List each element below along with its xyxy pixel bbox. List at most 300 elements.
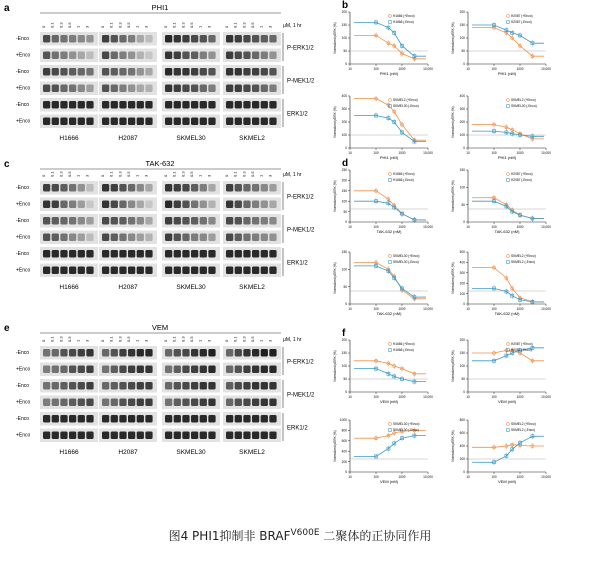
response-plot [333, 10, 433, 76]
y-tick-label: 400 [341, 94, 347, 99]
blot-band [165, 118, 172, 126]
x-tick-label: 1000 [398, 307, 406, 311]
blot-band [145, 382, 152, 390]
x-tick-label: 1000 [516, 307, 524, 311]
blot-band [43, 382, 50, 390]
blot-band [128, 35, 135, 43]
blot-band [243, 432, 250, 440]
blot-band [200, 35, 207, 43]
blot-band [252, 267, 259, 275]
unit-label: μM, 1 hr [283, 23, 302, 29]
blot-band [137, 101, 144, 109]
blot-band [226, 201, 233, 209]
concentration-label: 0 [100, 174, 105, 177]
protein-label: P-ERK1/2 [287, 45, 314, 52]
legend-marker [389, 261, 392, 264]
treatment-label: +Enco [16, 201, 31, 208]
blot-band [86, 52, 93, 60]
x-tick-label: 100 [491, 475, 497, 479]
blot-band [269, 234, 276, 242]
legend-label: H2087 (-Enco) [511, 348, 532, 353]
blot-band [145, 432, 152, 440]
blot-band [269, 35, 276, 43]
blot-band [191, 85, 198, 93]
blot-band [235, 399, 242, 407]
blot-band [145, 234, 152, 242]
blot-band [200, 217, 207, 225]
y-tick-label: 100 [459, 185, 465, 190]
blot-band [137, 366, 144, 374]
concentration-label: 0 [41, 25, 46, 28]
treatment-label: +Enco [16, 267, 31, 274]
y-tick-label: 0 [345, 220, 347, 225]
blot-band [208, 415, 215, 423]
blot-band [261, 399, 268, 407]
legend-label: H1666 (-Enco) [393, 20, 414, 25]
blot-band [102, 52, 109, 60]
blot-band [52, 349, 59, 357]
legend-marker [389, 423, 392, 426]
blot-band [226, 101, 233, 109]
y-tick-label: 150 [459, 23, 465, 28]
blot-band [52, 250, 59, 258]
blot-band [174, 432, 181, 440]
blot-band [200, 68, 207, 76]
blot-band [235, 68, 242, 76]
concentration-label: 0.3 [180, 171, 186, 177]
blot-band [208, 250, 215, 258]
blot-band [252, 415, 259, 423]
blot-band [200, 201, 207, 209]
y-tick-label: 150 [459, 168, 465, 173]
y-tick-label: 50 [343, 49, 347, 54]
concentration-label: 0 [224, 174, 229, 177]
blot-band [78, 432, 85, 440]
x-tick-label: 100 [491, 67, 497, 71]
blot-band [128, 85, 135, 93]
blot-band [102, 432, 109, 440]
blot-band [145, 201, 152, 209]
y-tick-label: 200 [341, 178, 347, 183]
blot-band [137, 399, 144, 407]
x-tick-label: 10 [466, 475, 470, 479]
blot-band [243, 349, 250, 357]
blot-band [43, 52, 50, 60]
blot-band [235, 250, 242, 258]
fit-curve [354, 436, 426, 457]
legend-marker [389, 255, 392, 258]
concentration-label: 0.3 [58, 171, 64, 177]
treatment-label: +Enco [16, 85, 31, 92]
y-tick-label: 250 [341, 168, 347, 173]
concentration-label: 0.1 [232, 22, 238, 28]
legend-label: SKMEL2 (+Enco) [511, 254, 536, 259]
blot-band [119, 68, 126, 76]
blot-band [182, 432, 189, 440]
fit-curve [472, 436, 544, 462]
blot-band [261, 35, 268, 43]
blot-band [235, 267, 242, 275]
concentration-label: 3 [267, 174, 273, 177]
fit-curve [354, 262, 426, 298]
blot-band [69, 399, 76, 407]
blot-panel-c [4, 159, 315, 291]
x-tick-label: 10 [348, 475, 352, 479]
blot-band [269, 382, 276, 390]
blot-band [60, 399, 67, 407]
x-tick-label: 10 [466, 395, 470, 399]
blot-band [200, 184, 207, 192]
cell-line-label: SKMEL30 [176, 135, 206, 142]
blot-band [165, 382, 172, 390]
figure-caption [0, 527, 600, 544]
y-tick-label: 0 [345, 146, 347, 151]
blot-band [119, 35, 126, 43]
x-tick-label: 1000 [516, 475, 524, 479]
concentration-label: 0.3 [58, 22, 64, 28]
blot-band [252, 399, 259, 407]
concentration-label: 0.1 [171, 336, 177, 342]
concentration-label: 0.5 [126, 22, 131, 28]
blot-band [128, 118, 135, 126]
y-tick-label: 150 [459, 351, 465, 356]
concentration-label: 0.3 [241, 22, 247, 28]
y-tick-label: 100 [459, 36, 465, 41]
blot-band [119, 217, 126, 225]
blot-band [243, 184, 250, 192]
blot-band [174, 217, 181, 225]
blot-band [86, 101, 93, 109]
legend-marker [389, 173, 392, 176]
x-tick-label: 1000 [516, 67, 524, 71]
blot-band [243, 234, 250, 242]
protein-label: P-ERK1/2 [287, 359, 314, 366]
y-tick-label: 50 [343, 209, 347, 214]
blot-band [102, 217, 109, 225]
blot-band [191, 68, 198, 76]
cell-line-label: H1666 [59, 135, 79, 142]
blot-band [52, 101, 59, 109]
blot-band [111, 217, 118, 225]
legend-label: H2087 (+Enco) [511, 14, 533, 19]
y-tick-label: 100 [459, 364, 465, 369]
concentration-label: 3 [143, 339, 149, 342]
blot-band [137, 250, 144, 258]
blot-band [102, 382, 109, 390]
blot-band [208, 432, 215, 440]
blot-band [269, 52, 276, 60]
blot-band [145, 366, 152, 374]
blot-band [235, 118, 242, 126]
concentration-label: 0 [163, 25, 168, 28]
concentration-label: 3 [267, 339, 273, 342]
x-tick-label: 1000 [516, 225, 524, 229]
blot-band [243, 101, 250, 109]
blot-band [252, 101, 259, 109]
blot-band [174, 250, 181, 258]
blot-band [137, 234, 144, 242]
blot-band [119, 101, 126, 109]
x-axis-label: TAK-632 (nM) [376, 311, 402, 316]
blot-band [191, 250, 198, 258]
blot-band [226, 234, 233, 242]
legend-label: SKMEL30 (+Enco) [393, 254, 420, 259]
blot-band [86, 432, 93, 440]
blot-band [69, 35, 76, 43]
caption-prefix: 图4 PHI1抑制非 BRAF [168, 529, 291, 543]
blot-band [102, 399, 109, 407]
blot-band [43, 399, 50, 407]
panel-label: e [4, 323, 10, 334]
legend-label: H1666 (+Enco) [393, 14, 415, 19]
blot-band [52, 267, 59, 275]
concentration-label: 0 [163, 339, 168, 342]
x-axis-label: TAK-632 (nM) [494, 229, 520, 234]
blot-band [111, 85, 118, 93]
legend-label: SKMEL2 (+Enco) [511, 98, 536, 103]
blot-band [208, 118, 215, 126]
concentration-label: 0 [100, 339, 105, 342]
blot-band [128, 234, 135, 242]
blot-band [43, 101, 50, 109]
blot-band [145, 118, 152, 126]
legend-marker [507, 99, 510, 102]
response-plot [451, 10, 551, 76]
blot-band [69, 366, 76, 374]
cell-line-label: SKMEL2 [239, 449, 265, 456]
blot-band [60, 217, 67, 225]
blot-band [165, 184, 172, 192]
blot-band [226, 217, 233, 225]
blot-band [128, 184, 135, 192]
blot-band [261, 349, 268, 357]
x-tick-label: 10 [348, 307, 352, 311]
blot-band [235, 201, 242, 209]
treatment-label: -Enco [16, 416, 30, 422]
blot-band [226, 52, 233, 60]
blot-band [191, 35, 198, 43]
blot-band [182, 184, 189, 192]
blot-band [78, 101, 85, 109]
blot-band [69, 432, 76, 440]
legend-marker [389, 349, 392, 352]
x-tick-label: 10 [348, 225, 352, 229]
blot-band [252, 349, 259, 357]
blot-band [128, 217, 135, 225]
x-tick-label: 100 [373, 395, 379, 399]
y-tick-label: 100 [341, 364, 347, 369]
blot-band [52, 366, 59, 374]
x-tick-label: 10,000 [541, 307, 551, 311]
protein-label: P-MEK1/2 [287, 227, 315, 234]
blot-band [86, 35, 93, 43]
blot-band [78, 250, 85, 258]
treatment-label: -Enco [16, 69, 30, 75]
blot-band [182, 35, 189, 43]
blot-band [200, 101, 207, 109]
blot-band [78, 118, 85, 126]
blot-band [69, 68, 76, 76]
concentration-label: 0 [41, 174, 46, 177]
blot-band [78, 35, 85, 43]
blot-band [235, 382, 242, 390]
treatment-label: +Enco [16, 52, 31, 59]
x-tick-label: 1000 [398, 151, 406, 155]
blot-band [145, 399, 152, 407]
blot-band [191, 118, 198, 126]
blot-band [78, 415, 85, 423]
x-axis-label: VEM (nM) [380, 399, 398, 404]
blot-band [200, 432, 207, 440]
blot-band [243, 68, 250, 76]
blot-band [269, 366, 276, 374]
blot-band [174, 399, 181, 407]
fit-curve [354, 35, 426, 58]
blot-band [43, 366, 50, 374]
cell-line-label: SKMEL2 [239, 284, 265, 291]
concentration-label: 3 [206, 174, 212, 177]
x-tick-label: 100 [491, 225, 497, 229]
blot-band [111, 52, 118, 60]
blot-band [111, 250, 118, 258]
blot-band [243, 35, 250, 43]
blot-band [86, 382, 93, 390]
legend-label: SKMEL30 (-Enco) [393, 260, 419, 265]
blot-band [165, 349, 172, 357]
blot-band [86, 399, 93, 407]
blot-band [111, 184, 118, 192]
blot-band [261, 85, 268, 93]
blot-band [261, 118, 268, 126]
blot-band [261, 267, 268, 275]
blot-band [269, 101, 276, 109]
concentration-label: 0.1 [232, 336, 238, 342]
blot-band [86, 366, 93, 374]
y-axis-label: Normalized pERK (%) [333, 22, 337, 54]
blot-band [69, 234, 76, 242]
y-axis-label: Normalized pERK (%) [333, 180, 337, 212]
blot-band [86, 217, 93, 225]
blot-band [43, 35, 50, 43]
blot-band [269, 118, 276, 126]
legend-label: H1666 (+Enco) [393, 342, 415, 347]
treatment-label: -Enco [16, 218, 30, 224]
blot-band [145, 184, 152, 192]
blot-band [182, 85, 189, 93]
blot-band [128, 267, 135, 275]
concentration-label: 0 [224, 25, 229, 28]
x-tick-label: 100 [491, 151, 497, 155]
blot-band [145, 35, 152, 43]
blot-band [200, 415, 207, 423]
fit-curve [472, 201, 544, 218]
blot-band [145, 68, 152, 76]
blot-band [128, 68, 135, 76]
concentration-label: 1 [197, 339, 203, 342]
protein-label: P-MEK1/2 [287, 78, 315, 85]
blot-band [182, 250, 189, 258]
blot-band [60, 35, 67, 43]
panel-label: f [342, 328, 346, 339]
fit-curve [472, 268, 544, 302]
blot-band [145, 267, 152, 275]
blot-band [243, 85, 250, 93]
blot-band [226, 267, 233, 275]
blot-band [102, 349, 109, 357]
x-tick-label: 10 [348, 151, 352, 155]
cell-line-label: SKMEL30 [176, 449, 206, 456]
blot-band [60, 267, 67, 275]
blot-band [69, 382, 76, 390]
y-tick-label: 100 [341, 133, 347, 138]
concentration-label: 1 [134, 25, 140, 28]
concentration-label: 0.3 [58, 336, 64, 342]
blot-band [174, 382, 181, 390]
blot-band [137, 382, 144, 390]
legend-marker [389, 429, 392, 432]
response-plot [451, 418, 551, 484]
blot-band [269, 250, 276, 258]
blot-band [52, 399, 59, 407]
x-tick-label: 10 [466, 307, 470, 311]
blot-band [235, 349, 242, 357]
concentration-label: 0.5 [67, 336, 72, 342]
concentration-label: 0 [163, 174, 168, 177]
blot-band [52, 201, 59, 209]
blot-band [261, 68, 268, 76]
blot-band [269, 184, 276, 192]
blot-band [208, 399, 215, 407]
x-axis-label: PHI1 (nM) [379, 71, 399, 76]
y-tick-label: 50 [461, 202, 465, 207]
blot-band [252, 217, 259, 225]
concentration-label: 0.1 [49, 22, 55, 28]
blot-band [261, 234, 268, 242]
blot-band [243, 201, 250, 209]
blot-band [43, 85, 50, 93]
blot-band [137, 432, 144, 440]
cell-line-label: H2087 [118, 449, 138, 456]
blot-band [235, 85, 242, 93]
blot-band [252, 250, 259, 258]
x-tick-label: 10,000 [541, 67, 551, 71]
concentration-label: 0.5 [250, 336, 255, 342]
legend-label: H1666 (-Enco) [393, 178, 414, 183]
blot-band [52, 432, 59, 440]
y-tick-label: 200 [459, 338, 465, 343]
blot-band [60, 184, 67, 192]
blot-band [119, 399, 126, 407]
concentration-label: 0 [100, 25, 105, 28]
x-tick-label: 100 [373, 307, 379, 311]
blot-band [128, 349, 135, 357]
blot-band [165, 415, 172, 423]
x-tick-label: 10 [466, 67, 470, 71]
blot-band [165, 234, 172, 242]
blot-band [165, 250, 172, 258]
blot-band [128, 101, 135, 109]
concentration-label: 0.5 [250, 22, 255, 28]
blot-band [235, 366, 242, 374]
y-tick-label: 300 [459, 271, 465, 275]
blot-band [208, 382, 215, 390]
blot-band [102, 250, 109, 258]
treatment-label: +Enco [16, 399, 31, 406]
blot-band [111, 382, 118, 390]
blot-band [52, 35, 59, 43]
blot-band [208, 85, 215, 93]
legend-label: H1666 (-Enco) [393, 348, 414, 353]
